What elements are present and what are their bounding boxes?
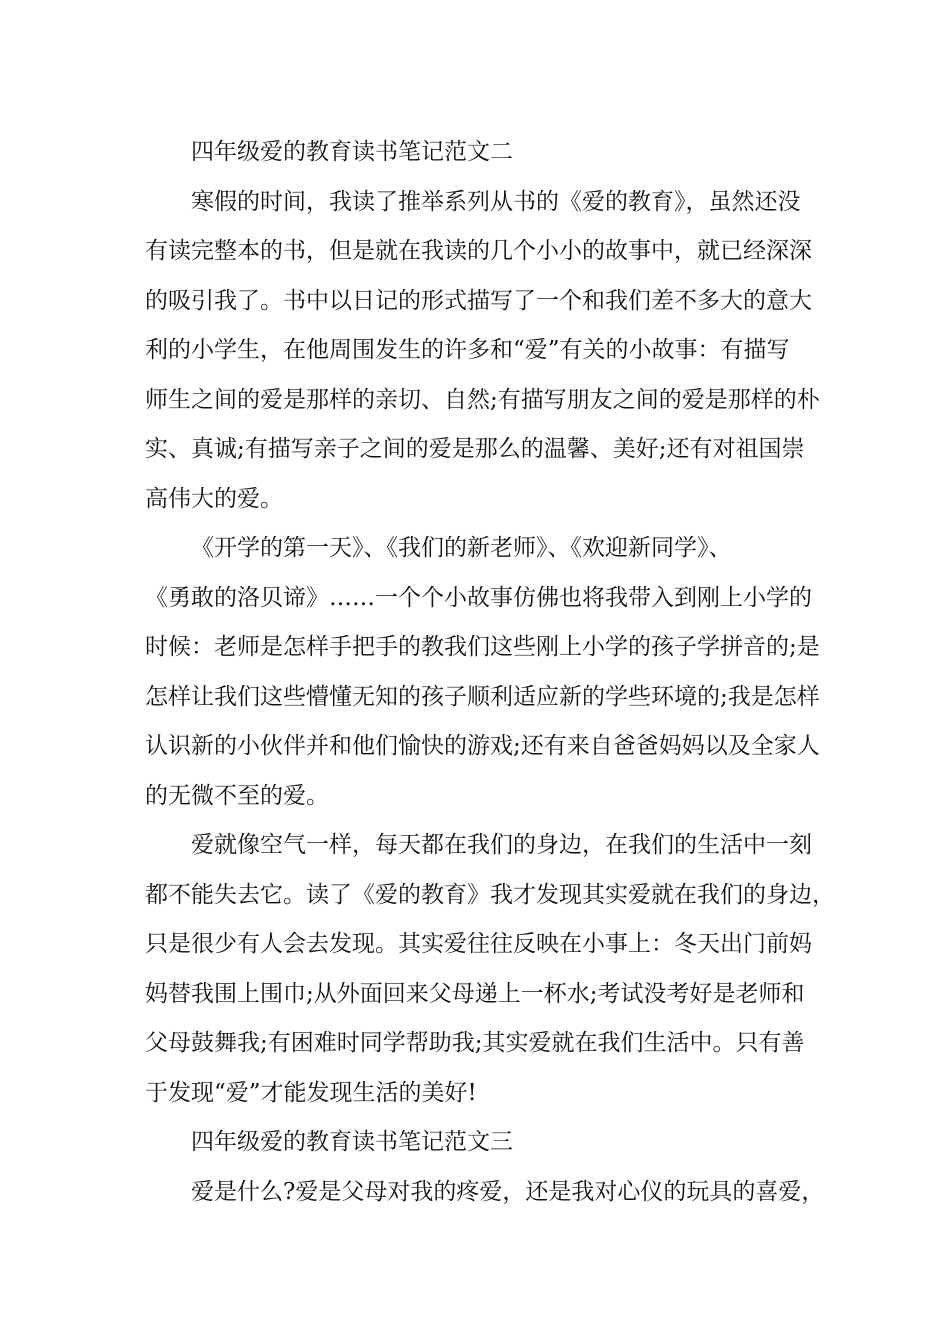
paragraph-line: 有读完整本的书，但是就在我读的几个小小的故事中，就已经深深 (145, 238, 812, 264)
paragraph (145, 1168, 825, 1218)
paragraph (145, 524, 825, 821)
paragraph-line: 父母鼓舞我;有困难时同学帮助我;其实爱就在我们生活中。只有善 (145, 1030, 805, 1056)
paragraph-line: 爱是什么?爱是父母对我的疼爱，还是我对心仪的玩具的喜爱， (191, 1178, 825, 1205)
paragraph-line: 《开学的第一天》、《我们的新老师》、《欢迎新同学》、 (191, 535, 732, 561)
paragraph-line: 的吸引我了。书中以日记的形式描写了一个和我们差不多大的意大 (145, 287, 812, 314)
paragraph-line: 寒假的时间，我读了推举系列从书的《爱的教育》，虽然还没 (191, 188, 801, 215)
paragraph-line: 妈替我围上围巾;从外面回来父母递上一杯水;考试没考好是老师和 (145, 980, 805, 1007)
paragraph (145, 821, 835, 1118)
paragraph-line: 于发现“爱”才能发现生活的美好! (145, 1079, 477, 1106)
paragraph-line: 的无微不至的爱。 (145, 782, 329, 809)
document-body (145, 128, 835, 1217)
heading-line: 四年级爱的教育读书笔记范文二 (191, 139, 513, 165)
paragraph-line: 师生之间的爱是那样的亲切、自然;有描写朋友之间的爱是那样的朴 (145, 386, 820, 413)
heading-line: 四年级爱的教育读书笔记范文三 (191, 1129, 513, 1155)
paragraph-line: 《勇敢的洛贝谛》……一个个小故事仿佛也将我带入到刚上小学的 (145, 584, 812, 611)
section-heading (145, 1118, 825, 1168)
paragraph-line: 时候：老师是怎样手把手的教我们这些刚上小学的孩子学拼音的;是 (145, 634, 820, 660)
paragraph (145, 178, 825, 525)
paragraph-line: 高伟大的爱。 (145, 485, 283, 512)
section-heading (145, 128, 825, 178)
paragraph-line: 都不能失去它。读了《爱的教育》我才发现其实爱就在我们的身边， (145, 881, 835, 908)
paragraph-line: 怎样让我们这些懵懂无知的孩子顺利适应新的学些环境的;我是怎样 (145, 683, 820, 710)
paragraph-line: 实、真诚;有描写亲子之间的爱是那么的温馨、美好;还有对祖国崇 (145, 436, 805, 462)
paragraph-line: 认识新的小伙伴并和他们愉快的游戏;还有来自爸爸妈妈以及全家人 (145, 733, 820, 759)
paragraph-line: 利的小学生，在他周围发生的许多和“爱”有关的小故事：有描写 (145, 337, 790, 363)
paragraph-line: 爱就像空气一样，每天都在我们的身边，在我们的生活中一刻 (191, 832, 812, 858)
paragraph-line: 只是很少有人会去发现。其实爱往往反映在小事上：冬天出门前妈 (145, 931, 812, 957)
